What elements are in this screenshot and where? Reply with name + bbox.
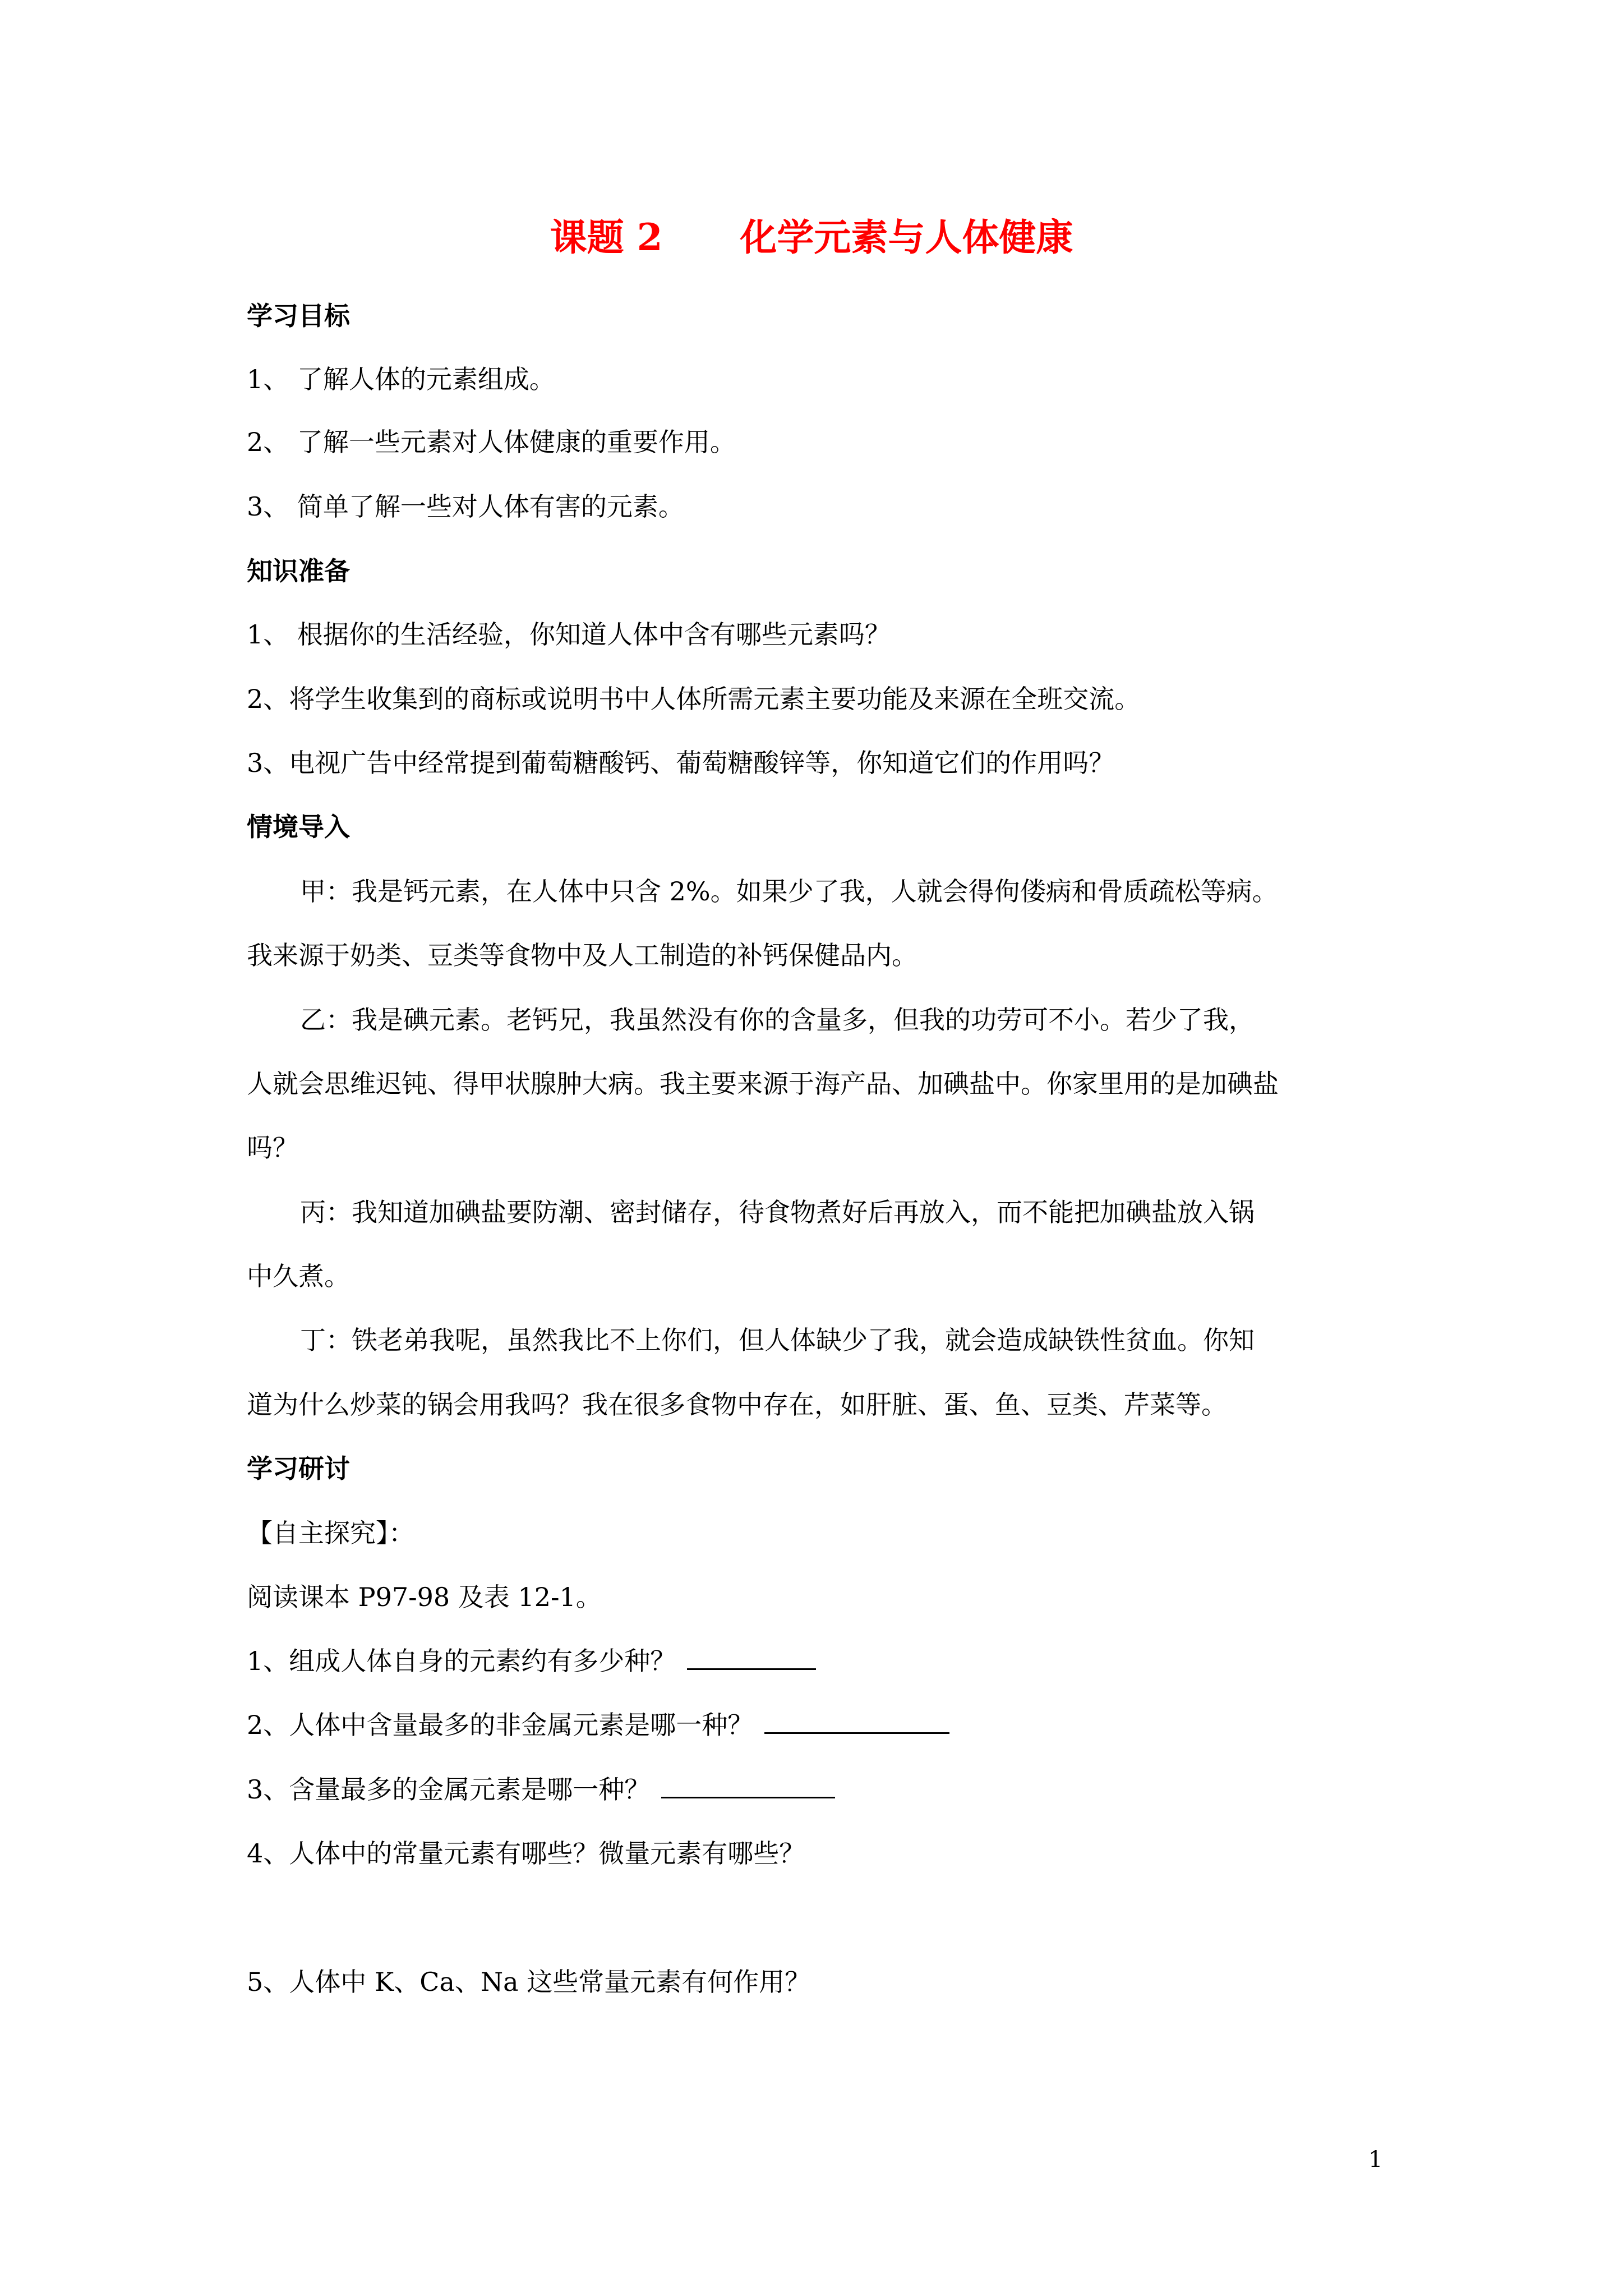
answer-blank[interactable] <box>661 1771 835 1798</box>
scenario-line: 吗？ <box>247 1133 298 1163</box>
question-2 <box>247 1706 949 1743</box>
objectives-heading: 学习目标 <box>247 301 350 331</box>
preparation-item-1: 1、 根据你的生活经验，你知道人体中含有哪些元素吗？ <box>247 619 891 650</box>
reading-instruction: 阅读课本 P97-98 及表 12-1。 <box>247 1582 602 1612</box>
scenario-line: 道为什么炒菜的锅会用我吗？我在很多食物中存在，如肝脏、蛋、鱼、豆类、芹菜等。 <box>247 1389 1227 1420</box>
page-title: 课题 2 化学元素与人体健康 <box>550 215 1073 259</box>
objective-item-3: 3、 简单了解一些对人体有害的元素。 <box>247 491 684 522</box>
question-text: 1、组成人体自身的元素约有多少种？ <box>247 1646 676 1676</box>
question-5: 5、人体中 K、Ca、Na 这些常量元素有何作用？ <box>247 1967 811 1997</box>
scenario-line: 人就会思维迟钝、得甲状腺肿大病。我主要来源于海产品、加碘盐中。你家里用的是加碘盐 <box>247 1069 1279 1099</box>
question-text: 2、人体中含量最多的非金属元素是哪一种？ <box>247 1710 754 1740</box>
question-4: 4、人体中的常量元素有哪些？微量元素有哪些？ <box>247 1838 805 1869</box>
scenario-line: 丙：我知道加碘盐要防潮、密封储存，待食物煮好后再放入，而不能把加碘盐放入锅 <box>300 1197 1255 1227</box>
question-3 <box>247 1771 835 1808</box>
study-subheading: 【自主探究】： <box>247 1518 414 1548</box>
answer-blank[interactable] <box>764 1706 949 1734</box>
objective-item-2: 2、 了解一些元素对人体健康的重要作用。 <box>247 427 736 457</box>
objective-item-1: 1、 了解人体的元素组成。 <box>247 364 555 394</box>
scenario-line: 我来源于奶类、豆类等食物中及人工制造的补钙保健品内。 <box>247 940 917 970</box>
question-1 <box>247 1642 816 1680</box>
question-text: 3、含量最多的金属元素是哪一种？ <box>247 1774 651 1805</box>
preparation-item-2: 2、将学生收集到的商标或说明书中人体所需元素主要功能及来源在全班交流。 <box>247 684 1141 714</box>
scenario-line: 甲：我是钙元素，在人体中只含 2%。如果少了我，人就会得佝偻病和骨质疏松等病。 <box>300 876 1278 907</box>
scenario-line: 中久煮。 <box>247 1261 350 1291</box>
preparation-item-3: 3、电视广告中经常提到葡萄糖酸钙、葡萄糖酸锌等，你知道它们的作用吗？ <box>247 748 1115 778</box>
study-heading: 学习研讨 <box>247 1453 350 1484</box>
answer-blank[interactable] <box>687 1642 816 1670</box>
page-number: 1 <box>1368 2147 1383 2173</box>
scenario-line: 丁：铁老弟我呢，虽然我比不上你们，但人体缺少了我，就会造成缺铁性贫血。你知 <box>300 1325 1255 1355</box>
preparation-heading: 知识准备 <box>247 556 350 586</box>
scenario-heading: 情境导入 <box>247 812 350 842</box>
scenario-line: 乙：我是碘元素。老钙兄，我虽然没有你的含量多，但我的功劳可不小。若少了我， <box>300 1005 1255 1035</box>
